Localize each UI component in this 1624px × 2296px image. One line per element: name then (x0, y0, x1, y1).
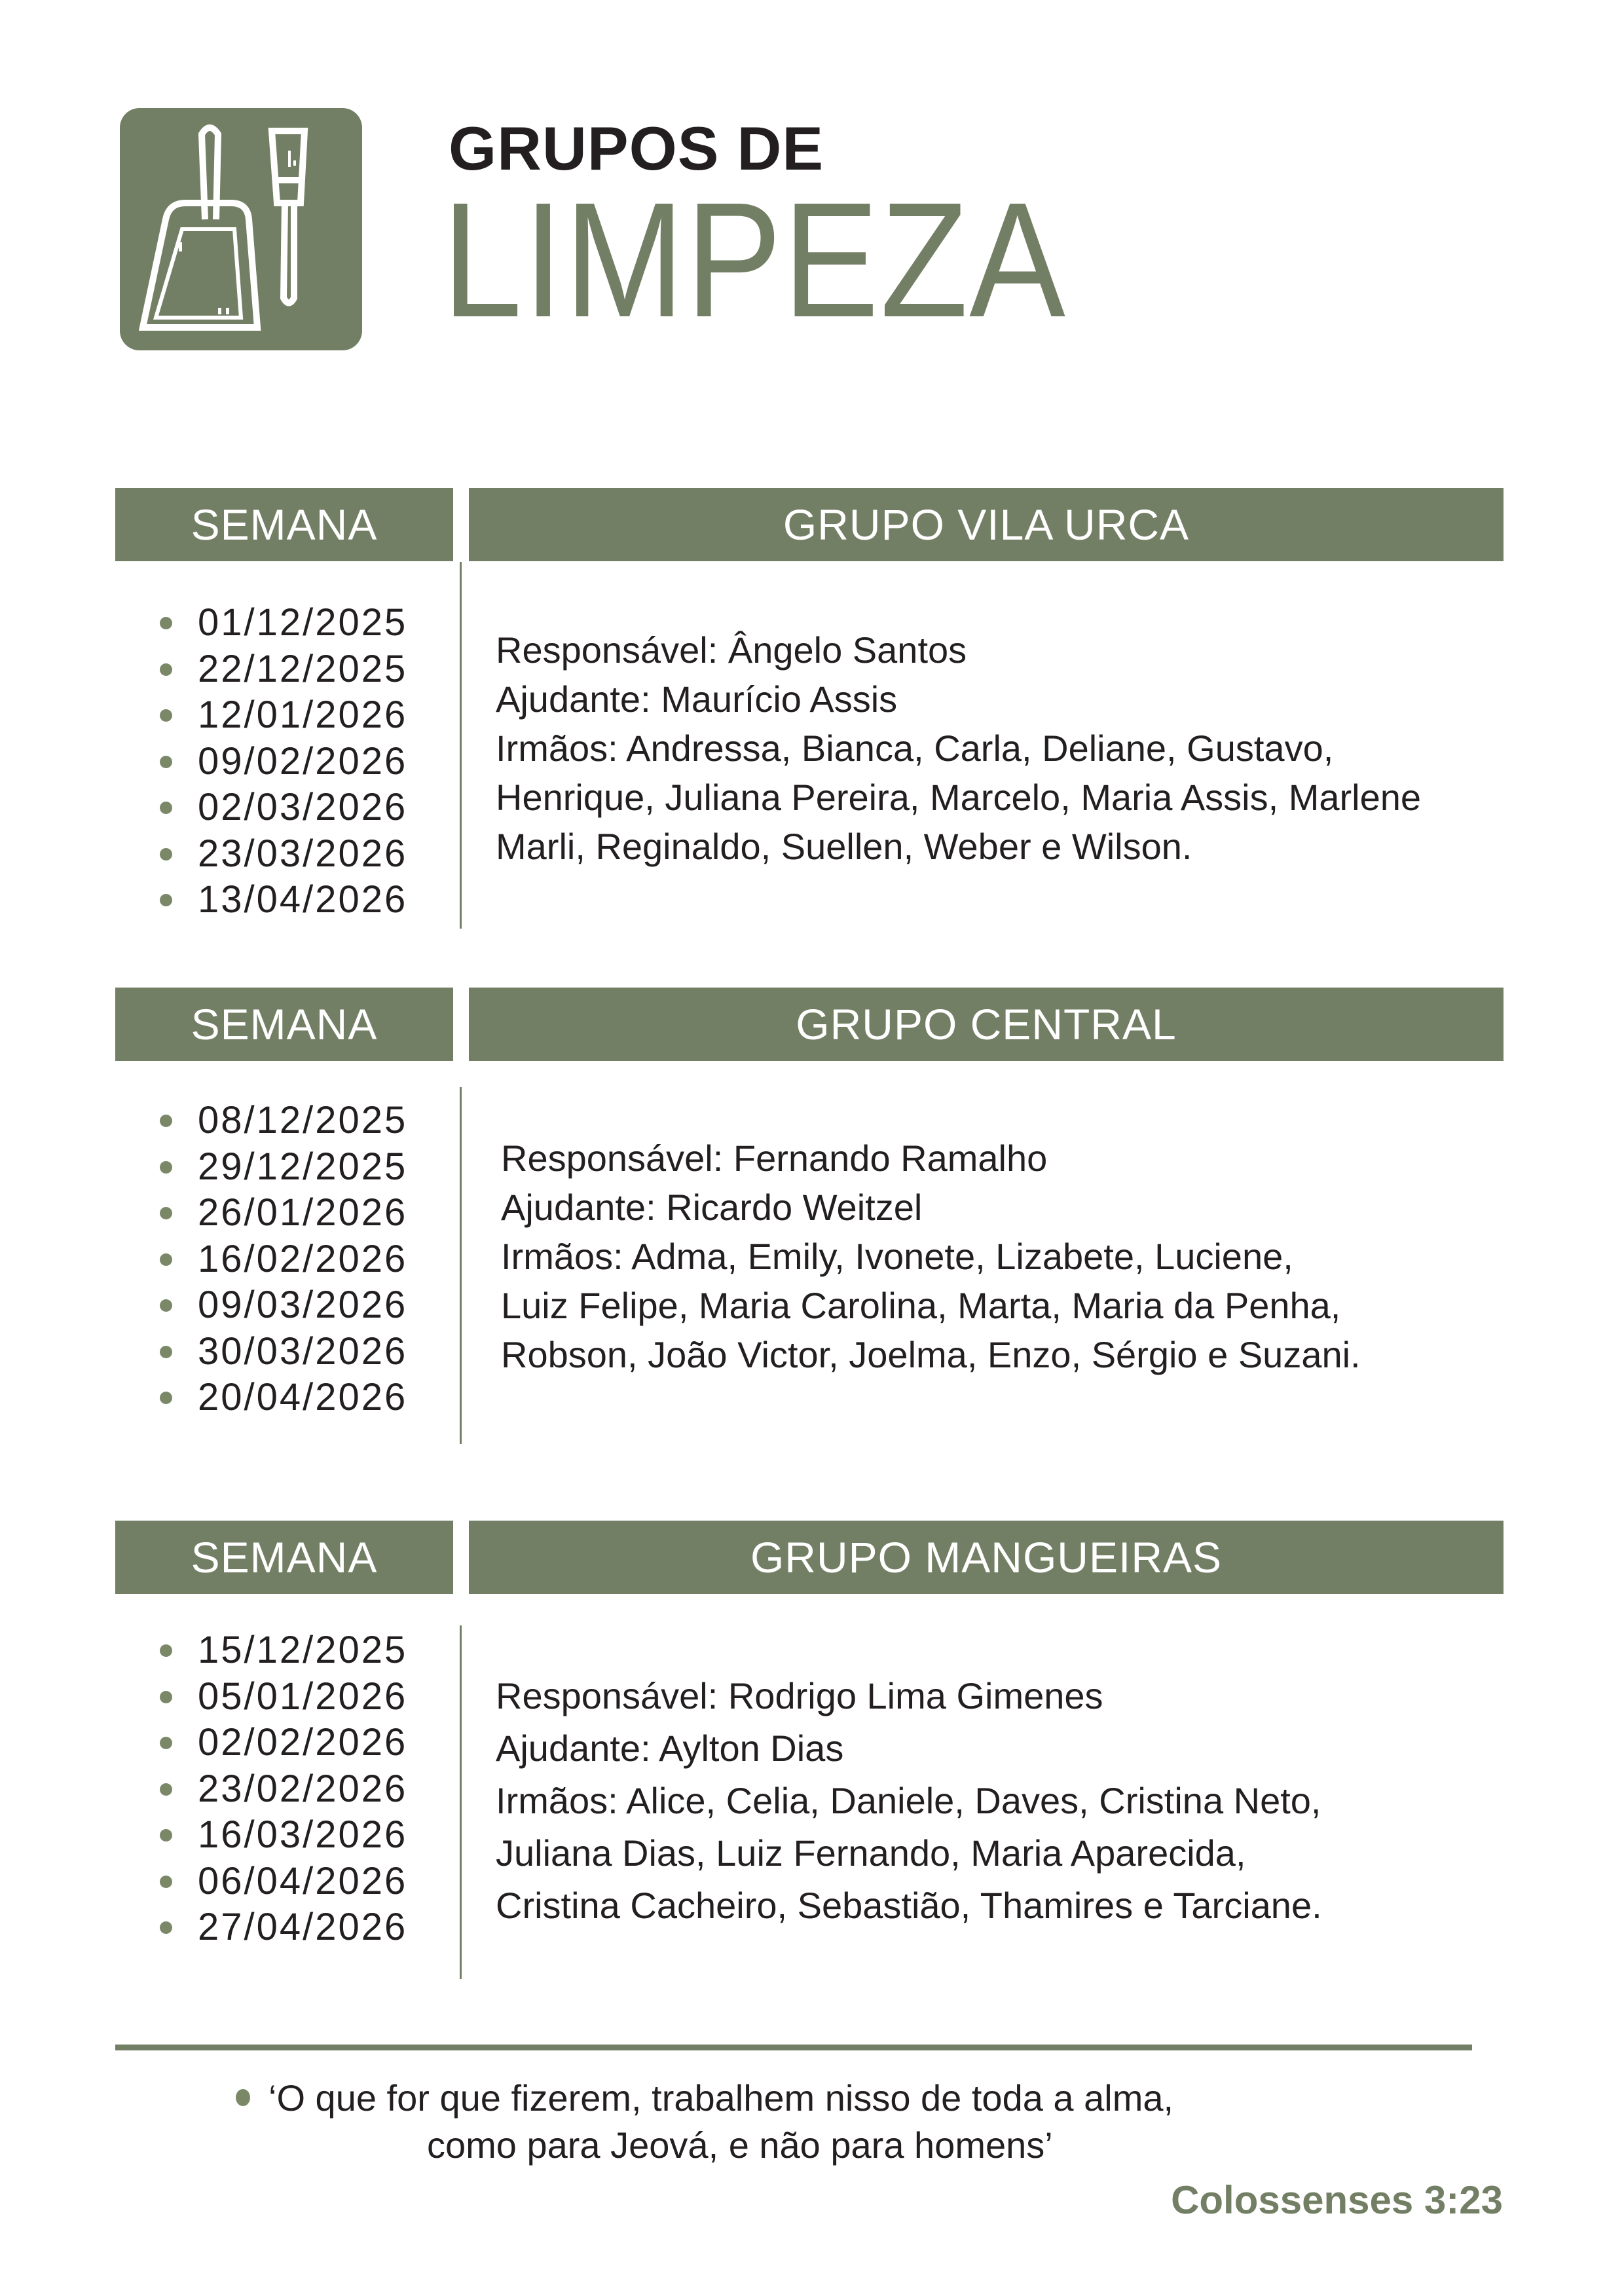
date-item: 01/12/2025 (157, 600, 407, 646)
date-item: 26/01/2026 (157, 1190, 407, 1236)
bullet-icon (160, 848, 172, 861)
column-divider (460, 1625, 462, 1979)
bullet-icon (160, 1161, 172, 1174)
responsavel-text: Responsável: Fernando Ramalho (501, 1138, 1048, 1179)
irmaos-text: Henrique, Juliana Pereira, Marcelo, Maria Assis, Marlene (496, 777, 1422, 818)
column-divider (460, 562, 462, 929)
bullet-icon (160, 1921, 172, 1934)
irmaos-text: Irmãos: Alice, Celia, Daniele, Daves, Cristina Neto, (496, 1780, 1321, 1821)
group-name-header: GRUPO MANGUEIRAS (469, 1521, 1504, 1594)
bullet-icon (160, 617, 172, 629)
group-members (496, 625, 1421, 871)
week-column-header: SEMANA (115, 1521, 453, 1594)
date-item: 16/02/2026 (157, 1236, 407, 1283)
date-item: 09/03/2026 (157, 1282, 407, 1329)
scripture-quote (236, 2075, 1283, 2169)
date-item: 27/04/2026 (157, 1904, 407, 1951)
page-title-line1: GRUPOS DE (449, 114, 824, 183)
date-item: 30/03/2026 (157, 1329, 407, 1375)
date-item: 12/01/2026 (157, 692, 407, 739)
footer-divider (115, 2045, 1472, 2050)
date-item: 15/12/2025 (157, 1627, 407, 1674)
date-item: 08/12/2025 (157, 1098, 407, 1144)
bullet-icon (160, 1115, 172, 1127)
bullet-icon (160, 1392, 172, 1404)
date-item: 02/03/2026 (157, 785, 407, 831)
ajudante-text: Ajudante: Maurício Assis (496, 678, 898, 720)
bullet-icon (160, 802, 172, 814)
scripture-reference: Colossenses 3:23 (1171, 2178, 1503, 2222)
quote-line: ‘O que for que fizerem, trabalhem nisso de toda a alma, (236, 2075, 1283, 2122)
date-item: 29/12/2025 (157, 1144, 407, 1191)
responsavel-text: Responsável: Ângelo Santos (496, 629, 967, 671)
bullet-icon (160, 1346, 172, 1358)
date-list (157, 1098, 407, 1421)
bullet-icon (160, 894, 172, 906)
irmaos-text: Irmãos: Andressa, Bianca, Carla, Deliane, Gustavo, (496, 728, 1334, 769)
date-item: 06/04/2026 (157, 1859, 407, 1905)
date-item: 09/02/2026 (157, 739, 407, 785)
dustpan-and-brush-icon (120, 108, 362, 350)
bullet-icon (160, 1253, 172, 1266)
bullet-icon (160, 756, 172, 768)
bullet-icon (160, 1207, 172, 1219)
group-header (115, 488, 1504, 561)
date-item: 22/12/2025 (157, 646, 407, 693)
date-item: 23/02/2026 (157, 1766, 407, 1813)
ajudante-text: Ajudante: Aylton Dias (496, 1728, 844, 1769)
bullet-icon (160, 1691, 172, 1703)
irmaos-text: Marli, Reginaldo, Suellen, Weber e Wilson. (496, 826, 1192, 867)
bullet-icon (160, 1876, 172, 1888)
group-members (496, 1670, 1322, 1932)
group-header (115, 1521, 1504, 1594)
week-column-header: SEMANA (115, 988, 453, 1061)
group-name-header: GRUPO CENTRAL (469, 988, 1504, 1061)
responsavel-text: Responsável: Rodrigo Lima Gimenes (496, 1675, 1103, 1716)
date-item: 16/03/2026 (157, 1812, 407, 1859)
date-item: 13/04/2026 (157, 877, 407, 923)
bullet-icon (236, 2089, 250, 2106)
group-name-header: GRUPO VILA URCA (469, 488, 1504, 561)
group-members (501, 1134, 1361, 1379)
irmaos-text: Cristina Cacheiro, Sebastião, Thamires e Tarciane. (496, 1885, 1322, 1926)
date-item: 02/02/2026 (157, 1720, 407, 1766)
date-list (157, 1627, 407, 1951)
group-header (115, 988, 1504, 1061)
page-title-line2: LIMPEZA (442, 168, 1067, 351)
bullet-icon (160, 709, 172, 722)
irmaos-text: Luiz Felipe, Maria Carolina, Marta, Maria da Penha, (501, 1285, 1341, 1326)
irmaos-text: Juliana Dias, Luiz Fernando, Maria Aparecida, (496, 1832, 1246, 1874)
bullet-icon (160, 663, 172, 676)
bullet-icon (160, 1644, 172, 1657)
date-list (157, 600, 407, 923)
bullet-icon (160, 1829, 172, 1842)
quote-line: como para Jeová, e não para homens’ (427, 2124, 1053, 2166)
irmaos-text: Robson, João Victor, Joelma, Enzo, Sérgio e Suzani. (501, 1334, 1361, 1375)
bullet-icon (160, 1299, 172, 1312)
date-item: 05/01/2026 (157, 1674, 407, 1720)
column-divider (460, 1087, 462, 1444)
irmaos-text: Irmãos: Adma, Emily, Ivonete, Lizabete, Luciene, (501, 1236, 1293, 1277)
bullet-icon (160, 1737, 172, 1749)
bullet-icon (160, 1783, 172, 1796)
ajudante-text: Ajudante: Ricardo Weitzel (501, 1187, 923, 1228)
date-item: 23/03/2026 (157, 831, 407, 878)
date-item: 20/04/2026 (157, 1375, 407, 1421)
week-column-header: SEMANA (115, 488, 453, 561)
